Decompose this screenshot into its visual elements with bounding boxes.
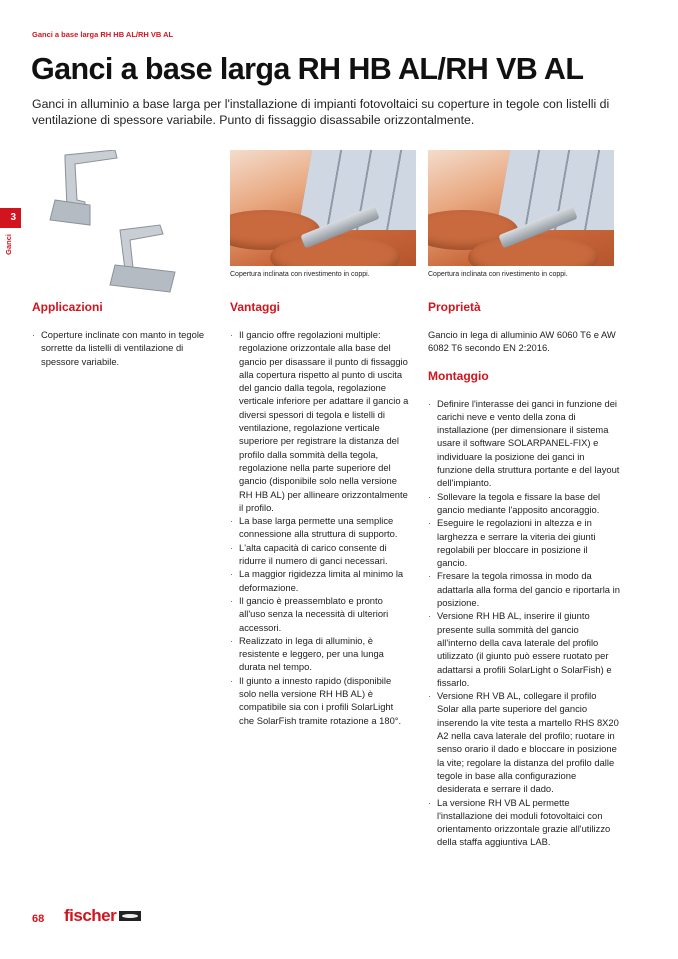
fischer-logo [64, 906, 141, 926]
montaggio-heading: Montaggio [428, 368, 489, 383]
installation-photo-2 [428, 150, 614, 266]
page-title: Ganci a base larga RH HB AL/RH VB AL [31, 52, 584, 86]
logo-wordmark: fischer [64, 906, 117, 925]
list-item: · Il giunto a innesto rapido (disponibile solo nella versione RH HB AL) è compatibile sia con i profili SolarLight che SolarFish tramite rotazione a 180°. [230, 674, 410, 727]
list-item: · L'alta capacità di carico consente di ridurre il numero di ganci necessari. [230, 541, 410, 568]
list-item: · Il gancio è preassemblato e pronto all'uso senza la necessità di ulteriori accessori. [230, 594, 410, 634]
list-item: · La versione RH VB AL permette l'installazione dei moduli fotovoltaici con orientamento orizzontale grazie all'utilizzo della staffa aggiuntiva LAB. [428, 796, 620, 849]
list-item: · Fresare la tegola rimossa in modo da adattarla alla forma del gancio e riportarla in posizione. [428, 569, 620, 609]
list-item: · Realizzato in lega di alluminio, è resistente e leggero, per una lunga durata nel tempo. [230, 634, 410, 674]
chapter-tab-number: 3 [0, 208, 21, 228]
fish-logo-icon [119, 911, 141, 921]
list-item: · Eseguire le regolazioni in altezza e in larghezza e serrare la viteria dei giunti regolabili per bloccare in posizione il gancio. [428, 516, 620, 569]
list-item: · Coperture inclinate con manto in tegole sorrette da listelli di ventilazione di spessore variabile. [32, 328, 212, 368]
photo-caption-2: Copertura inclinata con rivestimento in coppi. [428, 271, 568, 278]
vantaggi-section [230, 300, 410, 727]
page-number: 68 [32, 913, 45, 925]
list-item: · Versione RH VB AL, collegare il profilo Solar alla parte superiore del gancio inserendo la vite testa a martello RHS 8X20 A2 nella cava laterale del profilo; ruotare in senso orario il dado e bloccare in posizione la vite; regolare la distanza del profilo dalle tegole in base alla configurazione desiderata e serrare il dado. [428, 689, 620, 795]
proprieta-heading: Proprietà [428, 300, 481, 314]
applicazioni-heading: Applicazioni [32, 300, 103, 314]
list-item: · La base larga permette una semplice connessione alla struttura di supporto. [230, 514, 410, 541]
list-item: · Sollevare la tegola e fissare la base del gancio mediante l'apposito ancoraggio. [428, 490, 620, 517]
list-item: · Versione RH HB AL, inserire il giunto presente sulla sommità del gancio all'interno della cava laterale del profilo utilizzato (il giunto può essere ruotato per adattarsi a profili SolarLight o SolarFish) e fissarlo. [428, 609, 620, 689]
applicazioni-section [32, 300, 212, 368]
installation-photo-1 [230, 150, 416, 266]
product-hooks-image [45, 150, 215, 295]
list-item: · La maggior rigidezza limita al minimo la deformazione. [230, 567, 410, 594]
list-item: · Definire l'interasse dei ganci in funzione dei carichi neve e vento della zona di installazione (per dimensionare il sistema usare il software SOLARPANEL-FIX) e individuare la posizione dei ganci in funzione della struttura portante e del layout dell'impianto. [428, 397, 620, 490]
intro-text: Ganci in alluminio a base larga per l'installazione di impianti fotovoltaici su coperture in tegole con listelli di ventilazione di spessore variabile. Punto di fissaggio disassabile orizzontalmente. [32, 97, 610, 127]
list-item: · Il gancio offre regolazioni multiple: regolazione orizzontale alla base del gancio per disassare il punto di fissaggio alla copertura rispetto al punto di uscita del gancio dalla tegola, regolazione verticale inferiore per adattare il gancio a diversi spessori di tegola e listelli di ventilazione, regolazione verticale superiore per registrare la distanza del profilo dalla sommità della tegola, regolazione nella parte superiore del gancio (disponibile solo nella versione RH HB AL) per allineare orizzontalmente il profilo. [230, 328, 410, 514]
proprieta-text: Gancio in lega di alluminio AW 6060 T6 e AW 6082 T6 secondo EN 2:2016. [428, 329, 616, 354]
proprieta-montaggio-section [428, 300, 620, 849]
breadcrumb: Ganci a base larga RH HB AL/RH VB AL [32, 30, 174, 39]
chapter-tab-label: Ganci [4, 234, 13, 255]
photo-caption-1: Copertura inclinata con rivestimento in coppi. [230, 271, 370, 278]
vantaggi-heading: Vantaggi [230, 300, 281, 314]
